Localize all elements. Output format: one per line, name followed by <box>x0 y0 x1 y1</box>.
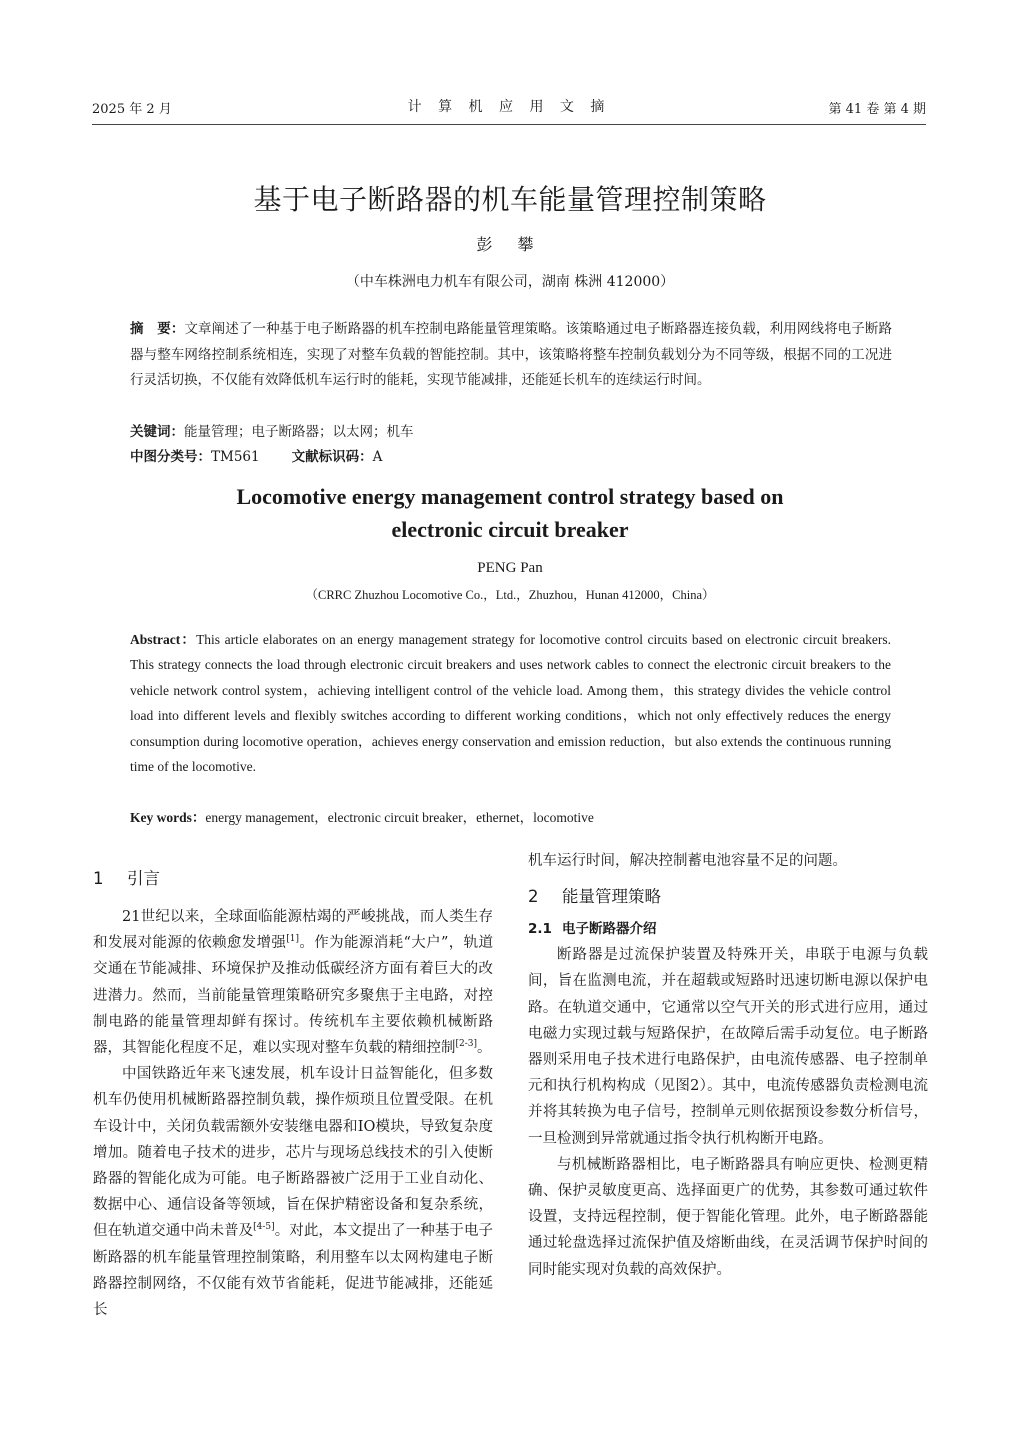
citation-ref: [2-3] <box>455 1039 478 1050</box>
text-run: 21世纪以来，全球面临能源枯竭的严峻挑战，而人类生存和发展对能源的依赖愈发增强 <box>93 909 493 952</box>
affiliation-zh: （中车株洲电力机车有限公司，湖南 株洲 412000） <box>345 274 675 290</box>
text-run: 。作为能源消耗“大户”，轨道交通在节能减排、环境保护及推动低碳经济方面有着巨大的改进潜力。然而，当前能量管理策略研究多聚焦于主电路，对控制电路的能量管理却鲜有探讨。传统机车主要依赖机械断路器，其智能化程度不足，难以实现对整车负载的精细控制 <box>93 935 494 1057</box>
text-run: 。对此，本文提出了一种基于电子断路器的机车能量管理控制策略，利用整车以太网构建电子断路器控制网络，不仅能有效节省能耗，促进节能减排，还能延长 <box>93 1223 494 1319</box>
clc-value: TM561 <box>211 449 260 465</box>
doc-code-value: A <box>372 449 383 465</box>
paragraph <box>93 1061 493 1323</box>
section-title: 引言 <box>127 869 160 888</box>
running-header <box>92 96 926 118</box>
section-2-heading <box>528 882 928 916</box>
keywords-en <box>130 806 594 826</box>
keywords-zh-text: 能量管理；电子断路器；以太网；机车 <box>184 424 414 440</box>
abstract-zh <box>130 317 892 394</box>
paper-title-en <box>0 480 1020 546</box>
subsection-number: 2.1 <box>528 921 552 938</box>
text-run: 中国铁路近年来飞速发展，机车设计日益智能化，但多数机车仍使用机械断路器控制负载，操作烦琐且位置受限。在机车设计中，关闭负载需额外安装继电器和IO模块，导致复杂度增加。随着电子技术的进步，芯片与现场总线技术的引入使断路器的智能化成为可能。电子断路器被广泛用于工业自动化、数据中心、通信设备等领域，旨在保护精密设备和复杂系统，但在轨道交通中尚未普及 <box>93 1066 493 1240</box>
citation-ref: [4-5] <box>253 1222 275 1233</box>
header-rule <box>92 124 926 125</box>
section-number: 1 <box>93 869 104 888</box>
citation-ref: [1] <box>286 934 300 945</box>
abstract-en <box>130 627 891 779</box>
paper-title-zh: 基于电子断路器的机车能量管理控制策略 <box>253 183 767 216</box>
keywords-zh-label: 关键词： <box>130 424 184 440</box>
affiliation-en: （CRRC Zhuzhou Locomotive Co.，Ltd.，Zhuzhou，Hunan 412000，China） <box>305 588 715 602</box>
paragraph: 断路器是过流保护装置及特殊开关，串联于电源与负载间，旨在监测电流，并在超载或短路时迅速切断电源以保护电路。在轨道交通中，它通常以空气开关的形式进行应用，通过电磁力实现过载与短路保护，在故障后需手动复位。电子断路器则采用电子技术进行电路保护，由电流传感器、电子控制单元和执行机构构成（见图2）。其中，电流传感器负责检测电流并将其转换为电子信号，控制单元则依据预设参数分析信号，一旦检测到异常就通过指令执行机构断开电路。 <box>528 947 928 1147</box>
title-en-line-1: Locomotive energy management control strategy based on <box>236 484 784 509</box>
keywords-zh <box>130 420 414 440</box>
section-number: 2 <box>528 887 539 907</box>
paragraph <box>93 904 493 1061</box>
abstract-en-text: This article elaborates on an energy management strategy for locomotive control circuits based on electronic circuit breakers. This strategy connects the load through electronic circuit breakers and uses network cables to connect the electronic circuit breakers to the vehicle network control system，achieving intelligent control of the vehicle load. Among them，this strategy divides the vehicle control load into different levels and flexibly switches according to different working conditions，which not only effectively reduces the energy consumption during locomotive operation，achieves energy conservation and emission reduction，but also extends the continuous running time of the locomotive. <box>130 632 891 775</box>
left-column <box>93 864 493 1323</box>
keywords-en-text: energy management，electronic circuit breaker，ethernet，locomotive <box>205 810 594 825</box>
keywords-en-label: Key words： <box>130 810 206 825</box>
journal-name: 计 算 机 应 用 文 摘 <box>407 99 611 115</box>
right-column <box>528 848 928 1283</box>
author-zh: 彭 攀 <box>476 235 544 254</box>
doc-code-label: 文献标识码： <box>291 449 373 465</box>
section-title: 能量管理策略 <box>562 887 661 907</box>
text-run: 。 <box>477 1040 492 1057</box>
volume-issue: 第 41 卷 第 4 期 <box>828 102 926 117</box>
issue-date: 2025 年 2 月 <box>92 102 172 117</box>
author-en: PENG Pan <box>477 560 543 576</box>
subsection-title: 电子断路器介绍 <box>562 921 657 938</box>
abstract-en-label: Abstract： <box>130 632 197 647</box>
abstract-zh-text: 文章阐述了一种基于电子断路器的机车控制电路能量管理策略。该策略通过电子断路器连接负载，利用网线将电子断路器与整车网络控制系统相连，实现了对整车负载的智能控制。其中，该策略将整车控制负载划分为不同等级，根据不同的工况进行灵活切换，不仅能有效降低机车运行时的能耗，实现节能减排，还能延长机车的连续运行时间。 <box>130 321 892 389</box>
paragraph: 与机械断路器相比，电子断路器具有响应更快、检测更精确、保护灵敏度更高、选择面更广的优势，其参数可通过软件设置，支持远程控制，便于智能化管理。此外，电子断路器能通过轮盘选择过流保护值及熔断曲线，在灵活调节保护时间的同时能实现对负载的高效保护。 <box>528 1156 928 1278</box>
title-en-line-2: electronic circuit breaker <box>391 517 629 542</box>
classification-line <box>130 445 382 465</box>
clc-label: 中图分类号： <box>130 449 211 465</box>
abstract-zh-label: 摘 要： <box>130 321 185 337</box>
paragraph-continued: 机车运行时间，解决控制蓄电池容量不足的问题。 <box>528 853 847 869</box>
subsection-2-1-heading <box>528 916 928 942</box>
section-1-heading <box>93 864 493 898</box>
